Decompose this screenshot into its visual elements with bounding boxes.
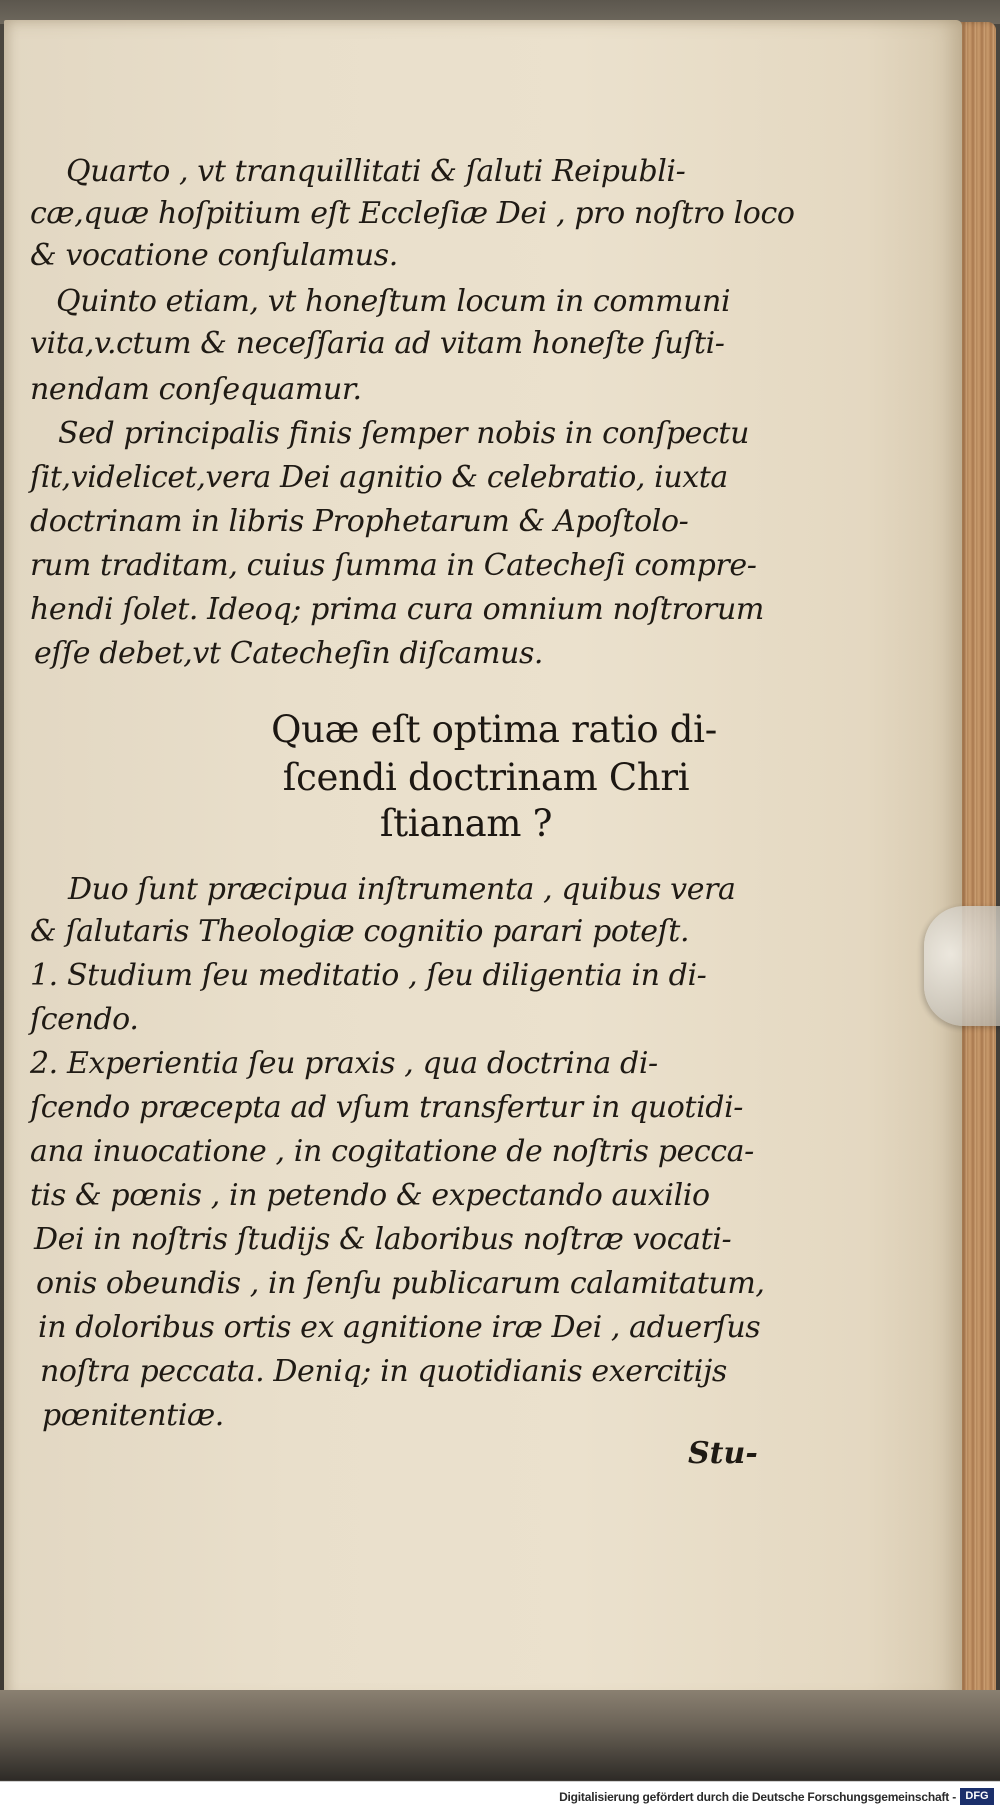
- section-heading-line: ſcendi doctrinam Chri: [282, 756, 690, 799]
- text-line: 1. Studium ſeu meditatio , ſeu diligentia in di-: [30, 958, 707, 993]
- text-line: ſcendo.: [30, 1002, 139, 1037]
- text-line: ſit,videlicet,vera Dei agnitio & celebratio, iuxta: [30, 460, 728, 495]
- text-line: eſſe debet,vt Catecheſin diſcamus.: [34, 636, 544, 671]
- text-line: cæ,quæ hoſpitium eſt Eccleſiæ Dei , pro noſtro loco: [30, 196, 795, 231]
- text-line: Duo ſunt præcipua inſtrumenta , quibus vera: [68, 872, 736, 907]
- text-line: ſcendo præcepta ad vſum transfertur in quotidi-: [30, 1090, 744, 1125]
- text-line: in doloribus ortis ex agnitione iræ Dei , aduerſus: [38, 1310, 761, 1345]
- text-line: tis & pœnis , in petendo & expectando auxilio: [30, 1178, 710, 1213]
- text-line: Quinto etiam, vt honeſtum locum in communi: [56, 284, 731, 319]
- text-line: Dei in noſtris ſtudijs & laboribus noſtræ vocati-: [34, 1222, 732, 1257]
- text-line: & vocatione conſulamus.: [30, 238, 398, 273]
- text-line: vita,v.ctum & neceſſaria ad vitam honeſte ſuſti-: [30, 326, 725, 361]
- text-line: nendam conſequamur.: [30, 372, 362, 407]
- catchword: Stu-: [688, 1436, 758, 1471]
- text-line: rum traditam, cuius ſumma in Catecheſi compre-: [30, 548, 757, 583]
- footer-bar: [0, 1781, 1000, 1811]
- dfg-logo-icon: DFG: [960, 1788, 994, 1805]
- text-line: Quarto , vt tranquillitati & ſaluti Reipubli-: [66, 154, 686, 189]
- text-line: noſtra peccata. Deniq; in quotidianis exercitijs: [40, 1354, 727, 1389]
- text-line: doctrinam in libris Prophetarum & Apoſtolo-: [30, 504, 689, 539]
- section-heading-line: ſtianam ?: [379, 802, 553, 845]
- text-line: & ſalutaris Theologiæ cognitio parari poteſt.: [30, 914, 690, 949]
- funding-credit: Digitalisierung gefördert durch die Deutsche Forschungsgemeinschaft -: [559, 1790, 956, 1804]
- text-line: onis obeundis , in ſenſu publicarum calamitatum,: [36, 1266, 765, 1301]
- text-line: pœnitentiæ.: [42, 1398, 224, 1433]
- section-heading-line: Quæ eſt optima ratio di-: [271, 708, 717, 751]
- text-line: Sed principalis finis ſemper nobis in conſpectu: [58, 416, 749, 451]
- text-line: ana inuocatione , in cogitatione de noſtris pecca-: [30, 1134, 754, 1169]
- text-line: 2. Experientia ſeu praxis , qua doctrina di-: [30, 1046, 658, 1081]
- text-line: hendi ſolet. Ideoq; prima cura omnium noſtrorum: [30, 592, 764, 627]
